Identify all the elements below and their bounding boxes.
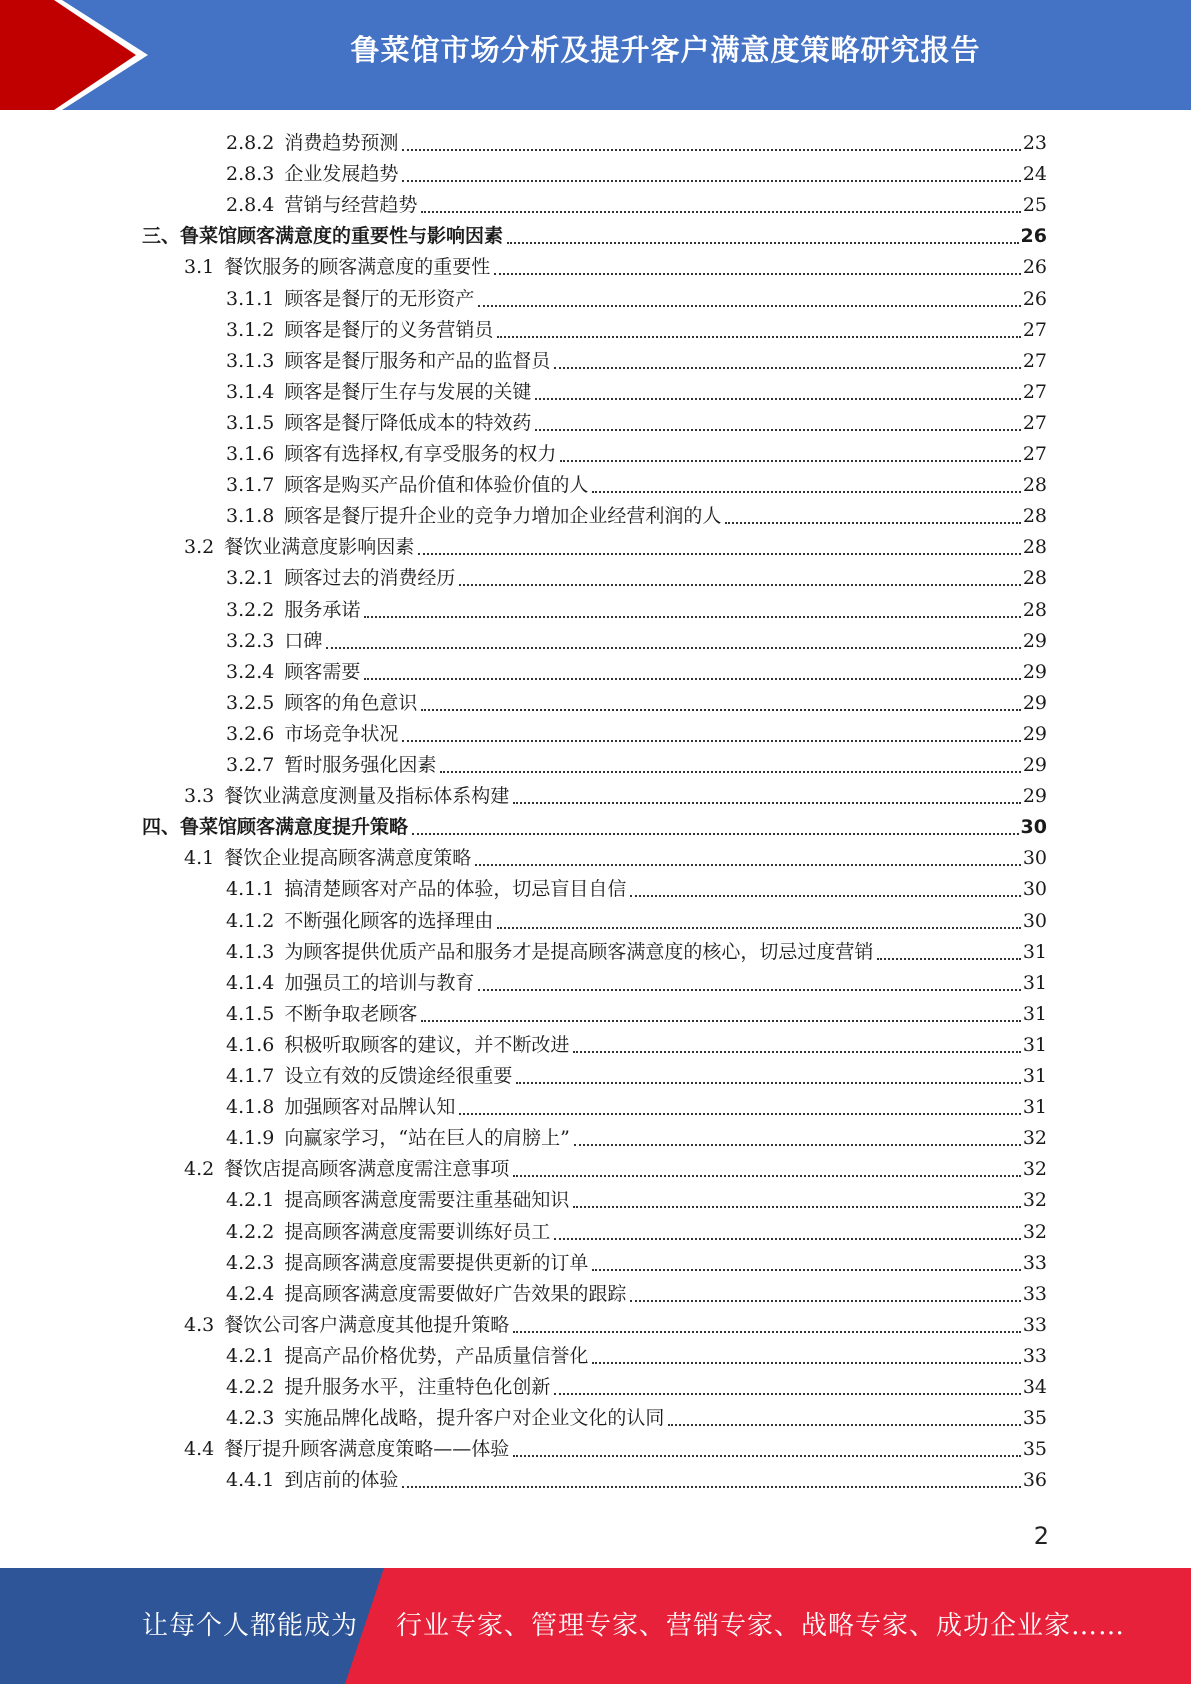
toc-entry-page: 32 bbox=[1022, 1189, 1047, 1212]
toc-dot-leader bbox=[440, 771, 1020, 773]
toc-entry-page: 30 bbox=[1022, 878, 1047, 901]
toc-subsection-entry[interactable] bbox=[226, 1123, 1047, 1154]
toc-entry-number: 4.2.1 bbox=[226, 1344, 275, 1367]
toc-entry-title: 提升服务水平，注重特色化创新 bbox=[284, 1376, 551, 1398]
toc-entry-page: 32 bbox=[1022, 1220, 1047, 1243]
toc-entry-title: 提高顾客满意度需要提供更新的订单 bbox=[284, 1251, 589, 1274]
toc-entry-number: 4.2.3 bbox=[226, 1251, 275, 1274]
toc-entry-number: 3.1.8 bbox=[226, 505, 275, 528]
toc-entry-page: 28 bbox=[1022, 505, 1047, 528]
toc-subsection-entry[interactable] bbox=[226, 750, 1047, 781]
toc-entry-title: 不断强化顾客的选择理由 bbox=[284, 909, 494, 932]
toc-subsection-entry[interactable] bbox=[226, 1030, 1047, 1061]
toc-subsection-entry[interactable] bbox=[226, 1217, 1047, 1248]
toc-dot-leader bbox=[592, 491, 1020, 493]
footer-slogan-right: 行业专家、管理专家、营销专家、战略专家、成功企业家…… bbox=[396, 1611, 1126, 1641]
toc-dot-leader bbox=[573, 1206, 1020, 1208]
toc-dot-leader bbox=[513, 1175, 1021, 1177]
toc-entry-page: 30 bbox=[1022, 847, 1047, 870]
toc-subsection-entry[interactable] bbox=[226, 439, 1047, 470]
toc-entry-number: 3.2.1 bbox=[226, 567, 275, 590]
toc-entry-page: 26 bbox=[1022, 287, 1047, 310]
toc-entry-title: 四、鲁菜馆顾客满意度提升策略 bbox=[142, 816, 409, 839]
toc-entry-number: 4.1.7 bbox=[226, 1065, 275, 1087]
toc-entry-number: 4.1.4 bbox=[226, 971, 275, 994]
toc-entry-page: 33 bbox=[1022, 1251, 1047, 1274]
toc-entry-page: 31 bbox=[1022, 1033, 1047, 1056]
toc-subsection-entry[interactable] bbox=[226, 657, 1047, 688]
toc-entry-page: 28 bbox=[1022, 536, 1047, 559]
toc-subsection-entry[interactable] bbox=[226, 377, 1047, 408]
toc-subsection-entry[interactable] bbox=[226, 1185, 1047, 1216]
toc-entry-title: 顾客是餐厅的无形资产 bbox=[284, 287, 475, 310]
toc-entry-title: 提高顾客满意度需要注重基础知识 bbox=[284, 1189, 570, 1212]
toc-entry-page: 30 bbox=[1020, 816, 1047, 839]
toc-entry-number: 4.4 bbox=[184, 1438, 215, 1461]
toc-dot-leader bbox=[513, 802, 1021, 804]
toc-subsection-entry[interactable] bbox=[226, 1061, 1047, 1092]
toc-entry-title: 餐饮业满意度测量及指标体系构建 bbox=[224, 785, 510, 808]
toc-subsection-entry[interactable] bbox=[226, 968, 1047, 999]
toc-entry-page: 29 bbox=[1022, 691, 1047, 714]
toc-entry-number: 4.2.3 bbox=[226, 1407, 275, 1430]
toc-entry-title: 不断争取老顾客 bbox=[284, 1002, 418, 1025]
toc-entry-number: 3.1.2 bbox=[226, 318, 275, 341]
toc-entry-page: 29 bbox=[1022, 722, 1047, 745]
toc-subsection-entry[interactable] bbox=[226, 563, 1047, 594]
toc-entry-title: 设立有效的反馈途经很重要 bbox=[284, 1065, 513, 1087]
toc-entry-number: 3.2.2 bbox=[226, 598, 275, 621]
toc-entry-title: 向赢家学习，“站在巨人的肩膀上” bbox=[284, 1127, 570, 1150]
toc-section-entry[interactable] bbox=[184, 1154, 1047, 1185]
toc-entry-title: 顾客是购买产品价值和体验价值的人 bbox=[284, 474, 589, 497]
toc-subsection-entry[interactable] bbox=[226, 501, 1047, 532]
toc-entry-title: 消费趋势预测 bbox=[284, 132, 399, 154]
toc-entry-page: 26 bbox=[1020, 225, 1047, 248]
toc-entry-title: 顾客是餐厅的义务营销员 bbox=[284, 318, 494, 341]
toc-subsection-entry[interactable] bbox=[226, 1465, 1047, 1496]
toc-entry-title: 提高顾客满意度需要做好广告效果的跟踪 bbox=[284, 1282, 627, 1305]
toc-dot-leader bbox=[421, 1020, 1020, 1022]
toc-section-entry[interactable] bbox=[184, 781, 1047, 812]
toc-entry-number: 3.2.3 bbox=[226, 629, 275, 652]
toc-dot-leader bbox=[478, 989, 1020, 991]
toc-section-entry[interactable] bbox=[184, 532, 1047, 563]
toc-entry-title: 加强员工的培训与教育 bbox=[284, 971, 475, 994]
toc-dot-leader bbox=[402, 1486, 1020, 1488]
toc-entry-number: 4.1 bbox=[184, 847, 215, 870]
toc-entry-number: 4.2 bbox=[184, 1158, 215, 1181]
toc-entry-number: 4.1.3 bbox=[226, 940, 275, 963]
toc-section-entry[interactable] bbox=[184, 252, 1047, 283]
toc-entry-page: 36 bbox=[1022, 1469, 1047, 1492]
toc-entry-number: 3.2.5 bbox=[226, 691, 275, 714]
toc-subsection-entry[interactable] bbox=[226, 128, 1047, 159]
toc-entry-page: 33 bbox=[1022, 1344, 1047, 1367]
toc-subsection-entry[interactable] bbox=[226, 470, 1047, 501]
toc-entry-title: 顾客是餐厅提升企业的竞争力增加企业经营利润的人 bbox=[284, 505, 722, 528]
toc-entry-title: 加强顾客对品牌认知 bbox=[284, 1096, 456, 1119]
toc-dot-leader bbox=[592, 1269, 1020, 1271]
toc-dot-leader bbox=[494, 273, 1021, 275]
toc-entry-page: 29 bbox=[1022, 660, 1047, 683]
toc-dot-leader bbox=[668, 1424, 1020, 1426]
toc-entry-page: 32 bbox=[1022, 1158, 1047, 1181]
toc-entry-number: 3.2 bbox=[184, 536, 215, 559]
header-chevron-decoration bbox=[0, 0, 160, 110]
toc-entry-number: 4.2.4 bbox=[226, 1282, 275, 1305]
toc-entry-title: 餐厅提升顾客满意度策略——体验 bbox=[224, 1438, 510, 1461]
report-title: 鲁菜馆市场分析及提升客户满意度策略研究报告 bbox=[350, 33, 981, 67]
toc-entry-number: 3.1.6 bbox=[226, 443, 275, 465]
toc-entry-title: 三、鲁菜馆顾客满意度的重要性与影响因素 bbox=[142, 225, 504, 248]
toc-entry-number: 4.4.1 bbox=[226, 1469, 275, 1492]
toc-entry-number: 3.1.5 bbox=[226, 411, 275, 434]
toc-section-entry[interactable] bbox=[184, 1310, 1047, 1341]
toc-entry-title: 顾客的角色意识 bbox=[284, 691, 418, 714]
toc-dot-leader bbox=[497, 336, 1020, 338]
toc-dot-leader bbox=[554, 1393, 1020, 1395]
toc-entry-title: 积极听取顾客的建议，并不断改进 bbox=[284, 1033, 570, 1056]
toc-entry-title: 顾客需要 bbox=[284, 660, 361, 683]
toc-dot-leader bbox=[535, 398, 1020, 400]
toc-subsection-entry[interactable] bbox=[226, 688, 1047, 719]
toc-entry-number: 3.1.3 bbox=[226, 349, 275, 372]
page-number: 2 bbox=[1033, 1522, 1049, 1550]
toc-dot-leader bbox=[513, 1331, 1021, 1333]
page-header bbox=[0, 0, 1191, 110]
toc-entry-page: 25 bbox=[1022, 194, 1047, 217]
toc-entry-number: 4.1.5 bbox=[226, 1002, 275, 1025]
toc-entry-number: 3.2.4 bbox=[226, 660, 275, 683]
toc-entry-title: 顾客是餐厅降低成本的特效药 bbox=[284, 411, 532, 434]
toc-entry-page: 27 bbox=[1022, 443, 1047, 465]
toc-dot-leader bbox=[535, 429, 1020, 431]
toc-subsection-entry[interactable] bbox=[226, 315, 1047, 346]
footer-slogan-left: 让每个人都能成为 bbox=[142, 1611, 359, 1641]
toc-entry-page: 34 bbox=[1022, 1376, 1047, 1398]
toc-dot-leader bbox=[418, 553, 1021, 555]
toc-dot-leader bbox=[459, 584, 1020, 586]
toc-dot-leader bbox=[421, 709, 1020, 711]
toc-subsection-entry[interactable] bbox=[226, 1248, 1047, 1279]
toc-entry-page: 28 bbox=[1022, 474, 1047, 497]
toc-entry-page: 31 bbox=[1022, 1096, 1047, 1119]
toc-entry-number: 2.8.4 bbox=[226, 194, 275, 217]
toc-dot-leader bbox=[516, 1082, 1020, 1084]
toc-entry-page: 27 bbox=[1022, 380, 1047, 403]
toc-entry-number: 3.2.7 bbox=[226, 754, 275, 776]
toc-chapter-entry[interactable] bbox=[142, 812, 1047, 843]
toc-entry-page: 24 bbox=[1022, 163, 1047, 186]
toc-dot-leader bbox=[507, 242, 1019, 244]
toc-subsection-entry[interactable] bbox=[226, 937, 1047, 968]
toc-entry-number: 4.1.2 bbox=[226, 909, 275, 932]
toc-entry-title: 顾客过去的消费经历 bbox=[284, 567, 456, 590]
toc-entry-page: 29 bbox=[1022, 785, 1047, 808]
toc-entry-number: 4.2.1 bbox=[226, 1189, 275, 1212]
toc-entry-number: 3.1.1 bbox=[226, 287, 275, 310]
toc-entry-page: 23 bbox=[1022, 132, 1047, 154]
toc-entry-page: 29 bbox=[1022, 629, 1047, 652]
page-footer bbox=[0, 1568, 1191, 1684]
toc-entry-title: 搞清楚顾客对产品的体验，切忌盲目自信 bbox=[284, 878, 627, 901]
toc-entry-number: 3.1 bbox=[184, 256, 215, 279]
toc-subsection-entry[interactable] bbox=[226, 284, 1047, 315]
toc-entry-title: 市场竞争状况 bbox=[284, 722, 399, 745]
toc-dot-leader bbox=[478, 305, 1020, 307]
toc-chapter-entry[interactable] bbox=[142, 221, 1047, 252]
toc-subsection-entry[interactable] bbox=[226, 1341, 1047, 1372]
toc-dot-leader bbox=[412, 833, 1019, 835]
toc-entry-title: 提高顾客满意度需要训练好员工 bbox=[284, 1220, 551, 1243]
toc-dot-leader bbox=[364, 678, 1020, 680]
toc-entry-page: 31 bbox=[1022, 1065, 1047, 1087]
toc-dot-leader bbox=[364, 616, 1020, 618]
toc-dot-leader bbox=[497, 927, 1020, 929]
toc-dot-leader bbox=[402, 149, 1020, 151]
toc-entry-page: 31 bbox=[1022, 940, 1047, 963]
toc-dot-leader bbox=[475, 864, 1021, 866]
toc-subsection-entry[interactable] bbox=[226, 906, 1047, 937]
toc-entry-page: 33 bbox=[1022, 1282, 1047, 1305]
toc-dot-leader bbox=[513, 1455, 1021, 1457]
toc-entry-number: 3.1.4 bbox=[226, 380, 275, 403]
toc-entry-number: 4.2.2 bbox=[226, 1220, 275, 1243]
toc-entry-number: 4.1.9 bbox=[226, 1127, 275, 1150]
toc-subsection-entry[interactable] bbox=[226, 159, 1047, 190]
toc-entry-number: 3.3 bbox=[184, 785, 215, 808]
toc-entry-title: 企业发展趋势 bbox=[284, 163, 399, 186]
toc-entry-title: 餐饮业满意度影响因素 bbox=[224, 536, 415, 559]
toc-entry-number: 3.2.6 bbox=[226, 722, 275, 745]
toc-subsection-entry[interactable] bbox=[226, 1403, 1047, 1434]
toc-entry-page: 29 bbox=[1022, 754, 1047, 776]
toc-entry-number: 3.1.7 bbox=[226, 474, 275, 497]
toc-entry-title: 顾客是餐厅生存与发展的关键 bbox=[284, 380, 532, 403]
toc-entry-title: 口碑 bbox=[284, 629, 323, 652]
toc-subsection-entry[interactable] bbox=[226, 626, 1047, 657]
toc-entry-title: 暂时服务强化因素 bbox=[284, 754, 437, 776]
toc-entry-page: 35 bbox=[1022, 1438, 1047, 1461]
toc-subsection-entry[interactable] bbox=[226, 595, 1047, 626]
toc-entry-title: 提高产品价格优势，产品质量信誉化 bbox=[284, 1344, 589, 1367]
toc-entry-page: 30 bbox=[1022, 909, 1047, 932]
toc-subsection-entry[interactable] bbox=[226, 190, 1047, 221]
toc-subsection-entry[interactable] bbox=[226, 999, 1047, 1030]
toc-entry-title: 到店前的体验 bbox=[284, 1469, 399, 1492]
toc-entry-page: 27 bbox=[1022, 411, 1047, 434]
toc-entry-number: 4.1.6 bbox=[226, 1033, 275, 1056]
toc-subsection-entry[interactable] bbox=[226, 719, 1047, 750]
toc-entry-page: 35 bbox=[1022, 1407, 1047, 1430]
toc-dot-leader bbox=[630, 895, 1020, 897]
toc-entry-title: 服务承诺 bbox=[284, 598, 361, 621]
toc-subsection-entry[interactable] bbox=[226, 874, 1047, 905]
toc-entry-number: 4.1.1 bbox=[226, 878, 275, 901]
toc-entry-title: 顾客有选择权,有享受服务的权力 bbox=[284, 443, 557, 465]
toc-subsection-entry[interactable] bbox=[226, 346, 1047, 377]
toc-entry-title: 餐饮服务的顾客满意度的重要性 bbox=[224, 256, 491, 279]
toc-dot-leader bbox=[592, 1362, 1020, 1364]
toc-entry-title: 餐饮公司客户满意度其他提升策略 bbox=[224, 1313, 510, 1336]
toc-subsection-entry[interactable] bbox=[226, 1372, 1047, 1403]
toc-entry-number: 2.8.2 bbox=[226, 132, 275, 154]
toc-dot-leader bbox=[725, 522, 1020, 524]
toc-entry-title: 为顾客提供优质产品和服务才是提高顾客满意度的核心，切忌过度营销 bbox=[284, 940, 874, 963]
toc-entry-page: 28 bbox=[1022, 598, 1047, 621]
toc-dot-leader bbox=[560, 460, 1020, 462]
toc-dot-leader bbox=[554, 1238, 1020, 1240]
toc-entry-page: 31 bbox=[1022, 1002, 1047, 1025]
toc-entry-title: 餐饮企业提高顾客满意度策略 bbox=[224, 847, 472, 870]
toc-entry-page: 27 bbox=[1022, 318, 1047, 341]
toc-dot-leader bbox=[630, 1300, 1020, 1302]
toc-subsection-entry[interactable] bbox=[226, 1279, 1047, 1310]
toc-entry-title: 实施品牌化战略，提升客户对企业文化的认同 bbox=[284, 1407, 665, 1430]
toc-entry-page: 32 bbox=[1022, 1127, 1047, 1150]
toc-dot-leader bbox=[402, 740, 1020, 742]
toc-entry-title: 餐饮店提高顾客满意度需注意事项 bbox=[224, 1158, 510, 1181]
toc-section-entry[interactable] bbox=[184, 843, 1047, 874]
toc-entry-page: 28 bbox=[1022, 567, 1047, 590]
toc-entry-number: 4.2.2 bbox=[226, 1376, 275, 1398]
toc-entry-number: 2.8.3 bbox=[226, 163, 275, 186]
toc-entry-page: 31 bbox=[1022, 971, 1047, 994]
toc-dot-leader bbox=[459, 1113, 1020, 1115]
toc-dot-leader bbox=[574, 1144, 1021, 1146]
toc-entry-number: 4.1.8 bbox=[226, 1096, 275, 1119]
toc-dot-leader bbox=[554, 367, 1020, 369]
toc-subsection-entry[interactable] bbox=[226, 408, 1047, 439]
toc-entry-page: 33 bbox=[1022, 1313, 1047, 1336]
toc-dot-leader bbox=[421, 211, 1020, 213]
toc-section-entry[interactable] bbox=[184, 1434, 1047, 1465]
toc-dot-leader bbox=[402, 180, 1020, 182]
toc-entry-title: 营销与经营趋势 bbox=[284, 194, 418, 217]
toc-entry-page: 26 bbox=[1022, 256, 1047, 279]
toc-entry-title: 顾客是餐厅服务和产品的监督员 bbox=[284, 349, 551, 372]
toc-entry-page: 27 bbox=[1022, 349, 1047, 372]
toc-dot-leader bbox=[573, 1051, 1020, 1053]
toc-dot-leader bbox=[877, 958, 1020, 960]
toc-entry-number: 4.3 bbox=[184, 1313, 215, 1336]
toc-subsection-entry[interactable] bbox=[226, 1092, 1047, 1123]
toc-dot-leader bbox=[326, 647, 1020, 649]
